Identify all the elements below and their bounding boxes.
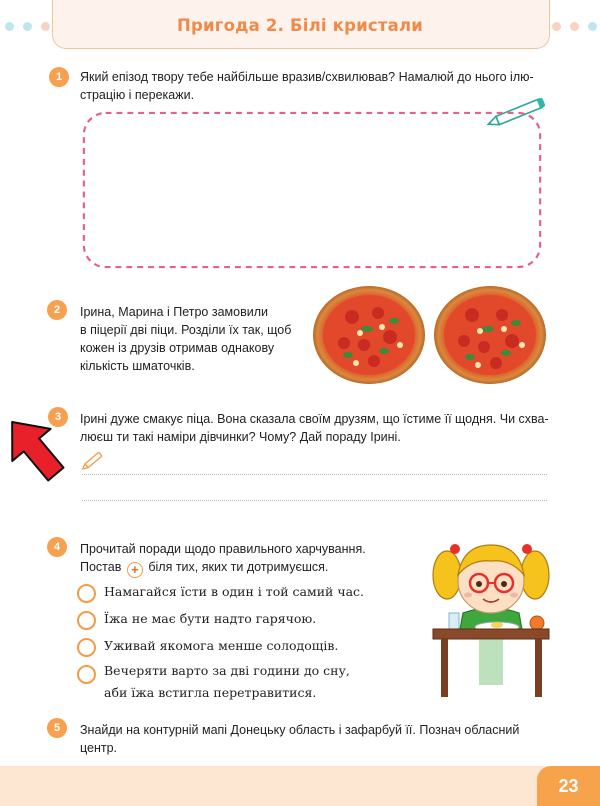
pizza-left [313, 286, 425, 384]
decorative-dots-right [552, 22, 597, 31]
answer-line-2[interactable] [82, 500, 547, 501]
pizzas-illustration [312, 285, 552, 387]
task-2-line-3: кожен із друзів отримав однакову [80, 341, 275, 355]
task-2-line-1: Ірина, Марина і Петро замовили [80, 305, 268, 319]
option-4-line-2: аби їжа встигла перетравитися. [104, 685, 317, 700]
option-1-checkbox[interactable] [77, 584, 96, 603]
task-2-text [80, 303, 310, 375]
task-2-badge: 2 [47, 300, 67, 320]
task-2-line-4: кількість шматочків. [80, 359, 195, 373]
task-4-text [80, 540, 410, 578]
option-1-text [104, 581, 364, 603]
option-2-checkbox[interactable] [77, 611, 96, 630]
task-1-line-1: Який епізод твору тебе найбільше вразив/схвилював? Намалюй до нього ілю- [80, 70, 534, 84]
option-2-text [104, 608, 316, 630]
option-3-line-1: Уживай якомога менше солодощів. [104, 638, 339, 653]
footer-bar [0, 766, 600, 806]
task-3-line-1: Ірині дуже смакує піца. Вона сказала своїм друзям, що їстиме її щодня. Чи схва- [80, 412, 549, 426]
task-1-line-2: страцію і перекажи. [80, 88, 195, 102]
page-title: Пригода 2. Білі кристали [176, 16, 424, 35]
option-3-checkbox[interactable] [77, 638, 96, 657]
girl-eating-illustration [425, 535, 555, 700]
page-number: 23 [537, 766, 600, 806]
task-5-line-1: Знайди на контурній мапі Донецьку область і зафарбуй її. Познач обласний [80, 723, 520, 737]
pizza-right [434, 286, 546, 384]
option-4-checkbox[interactable] [77, 665, 96, 684]
option-4-text [104, 660, 350, 704]
pencil-icon [80, 450, 106, 472]
task-5-line-2: центр. [80, 741, 118, 755]
task-5-badge: 5 [47, 718, 67, 738]
task-4-line-1: Прочитай поради щодо правильного харчування. [80, 542, 366, 556]
task-5-text [80, 721, 550, 757]
option-4-line-1: Вечеряти варто за дві години до сну, [104, 663, 350, 678]
task-1-text [80, 68, 550, 104]
answer-line-1[interactable] [82, 474, 547, 475]
task-4-instruction [80, 558, 410, 578]
plus-icon: + [127, 562, 143, 578]
task-1-badge: 1 [49, 67, 69, 87]
task-2-line-2: в піцерії дві піци. Розділи їх так, щоб [80, 323, 292, 337]
option-3-text [104, 635, 338, 657]
task-3-badge: 3 [48, 407, 68, 427]
option-1-line-1: Намагайся їсти в один і той самий час. [104, 584, 365, 599]
drawing-area[interactable] [80, 111, 546, 271]
task-4-badge: 4 [47, 537, 67, 557]
task-3-text [80, 410, 550, 446]
option-2-line-1: Їжа не має бути надто гарячою. [104, 611, 317, 626]
task-3-line-2: люєш ти такі наміри дівчинки? Чому? Дай пораду Ірині. [80, 430, 401, 444]
instruction-after: біля тих, яких ти дотримуєшся. [148, 560, 329, 574]
instruction-before: Постав [80, 560, 122, 574]
